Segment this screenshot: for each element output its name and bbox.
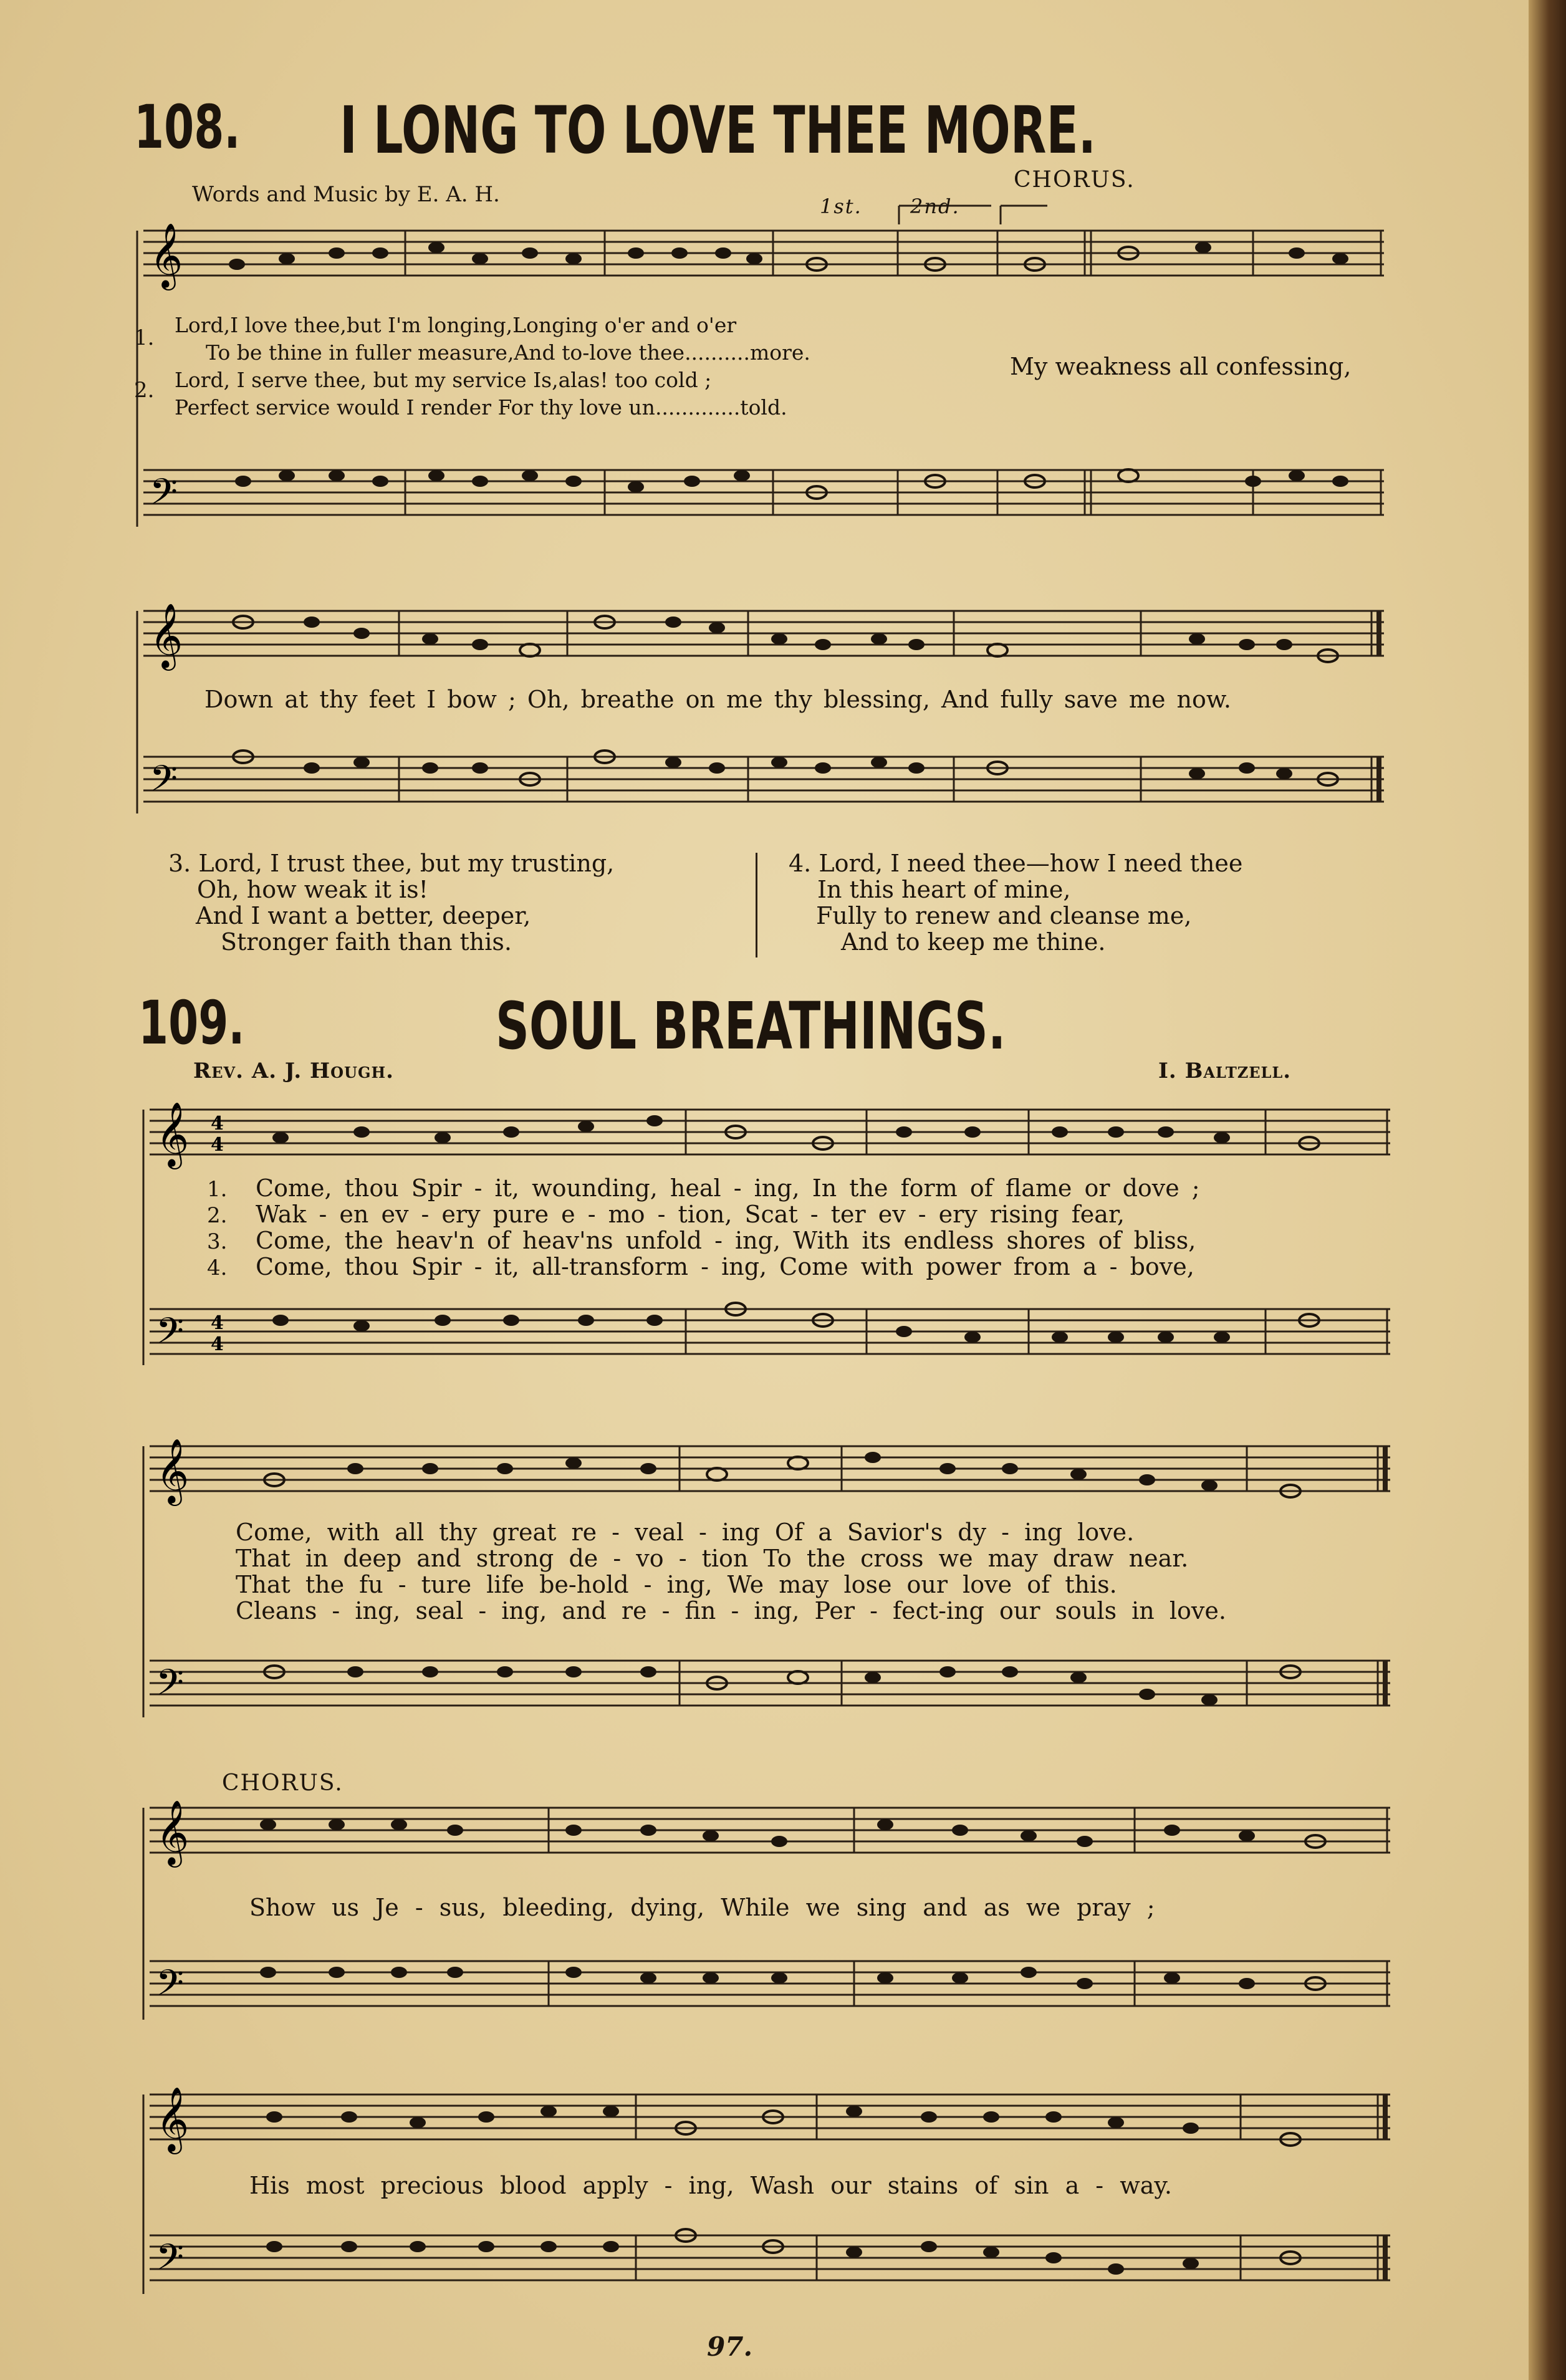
svg-text:𝄞: 𝄞 (150, 603, 183, 668)
svg-text:𝄞: 𝄞 (156, 1101, 190, 1167)
verse-number: 2. (134, 378, 155, 403)
svg-text:𝄞: 𝄞 (150, 223, 183, 288)
svg-text:𝄢: 𝄢 (150, 471, 178, 522)
svg-text:𝄞: 𝄞 (156, 1800, 190, 1865)
verse-number: 1. (207, 1177, 228, 1202)
chorus-lyric: My weakness all confessing, (1010, 353, 1352, 380)
chorus-lyric: Show us Je - sus, bleeding, dying, While we sing and as we pray ; (249, 1894, 1155, 1921)
verse-line: And I want a better, deeper, (196, 902, 531, 929)
verse-line: Fully to renew and cleanse me, (816, 902, 1192, 929)
svg-text:𝄢: 𝄢 (150, 757, 178, 809)
verse-number: 2. (207, 1203, 228, 1228)
svg-text:4: 4 (211, 1113, 224, 1135)
verse-number: 3. (207, 1229, 228, 1254)
page-number: 97. (707, 2331, 753, 2362)
verse-line: Oh, how weak it is! (197, 876, 428, 903)
svg-text:4: 4 (211, 1312, 224, 1334)
verse-line: And to keep me thine. (841, 928, 1106, 956)
verse-line: Come, the heav'n of heav'ns unfold - ing, With its endless shores of bliss, (256, 1227, 1196, 1254)
words-credit: Rev. A. J. Hough. (193, 1058, 394, 1083)
chorus-lyric: Down at thy feet I bow ; Oh, breathe on me thy blessing, And fully save me now. (204, 686, 1231, 713)
first-ending-label: 1st. (820, 194, 862, 218)
hymn-109-title-wrap (496, 988, 1204, 1064)
verse-line: Perfect service would I render For thy love un.............told. (175, 395, 787, 420)
verse-line: 3. Lord, I trust thee, but my trusting, (168, 850, 615, 877)
chorus-label: CHORUS. (222, 1770, 343, 1796)
verse-line: Lord,I love thee,but I'm longing,Longing o'er and o'er (175, 313, 737, 337)
chorus-label: CHORUS. (1014, 167, 1135, 193)
hymn-title: I LONG TO LOVE THEE MORE. (340, 92, 1097, 168)
svg-text:𝄢: 𝄢 (156, 2236, 185, 2287)
verse-number: 4. (207, 1255, 228, 1280)
verse-line: To be thine in fuller measure,And to-love thee..........more. (206, 340, 810, 365)
chorus-lyric: His most precious blood apply - ing, Wash our stains of sin a - way. (249, 2172, 1172, 2199)
hymn-108-title-wrap (340, 92, 1390, 168)
verse-line: Come, with all thy great re - veal - ing Of a Savior's dy - ing love. (236, 1519, 1135, 1546)
hymn-108-header (134, 92, 282, 162)
page-edge (1529, 0, 1566, 2380)
hymn-109-header (138, 988, 286, 1058)
svg-text:𝄞: 𝄞 (156, 2086, 190, 2152)
svg-text:𝄢: 𝄢 (156, 1661, 185, 1712)
svg-text:4: 4 (211, 1333, 224, 1355)
second-ending-label: 2nd. (910, 194, 960, 218)
verse-line: Lord, I serve thee, but my service Is,alas! too cold ; (175, 368, 712, 392)
verse-line: Come, thou Spir - it, all-transform - ing, Come with power from a - bove, (256, 1253, 1194, 1280)
svg-text:𝄢: 𝄢 (156, 1310, 185, 1361)
music-system-109-chorus-2 (137, 2082, 1403, 2319)
verse-line: In this heart of mine, (817, 876, 1071, 903)
verse-line: That the fu - ture life be-hold - ing, We may lose our love of this. (236, 1571, 1117, 1598)
hymn-title: SOUL BREATHINGS. (496, 988, 1006, 1064)
verse-line: Stronger faith than this. (221, 928, 512, 956)
verse-3 (168, 850, 614, 955)
verse-number: 1. (134, 325, 155, 350)
music-staves (137, 2082, 1403, 2319)
hymn-credit: Words and Music by E. A. H. (192, 182, 500, 207)
svg-text:𝄞: 𝄞 (156, 1438, 190, 1504)
verse-line: Come, thou Spir - it, wounding, heal - ing, In the form of flame or dove ; (256, 1174, 1200, 1202)
verse-4 (789, 850, 1242, 955)
verse-divider (756, 853, 757, 957)
svg-text:𝄢: 𝄢 (156, 1962, 185, 2013)
verse-line: Cleans - ing, seal - ing, and re - fin - ing, Per - fect-ing our souls in love. (236, 1597, 1226, 1624)
hymn-number: 109. (138, 988, 245, 1058)
music-credit: I. Baltzell. (1158, 1058, 1292, 1083)
hymn-number: 108. (134, 92, 241, 162)
verse-line: That in deep and strong de - vo - tion To the cross we may draw near. (236, 1545, 1189, 1572)
svg-text:4: 4 (211, 1134, 224, 1156)
verse-line: Wak - en ev - ery pure e - mo - tion, Scat - ter ev - ery rising fear, (256, 1201, 1125, 1228)
verse-line: 4. Lord, I need thee—how I need thee (789, 850, 1243, 877)
